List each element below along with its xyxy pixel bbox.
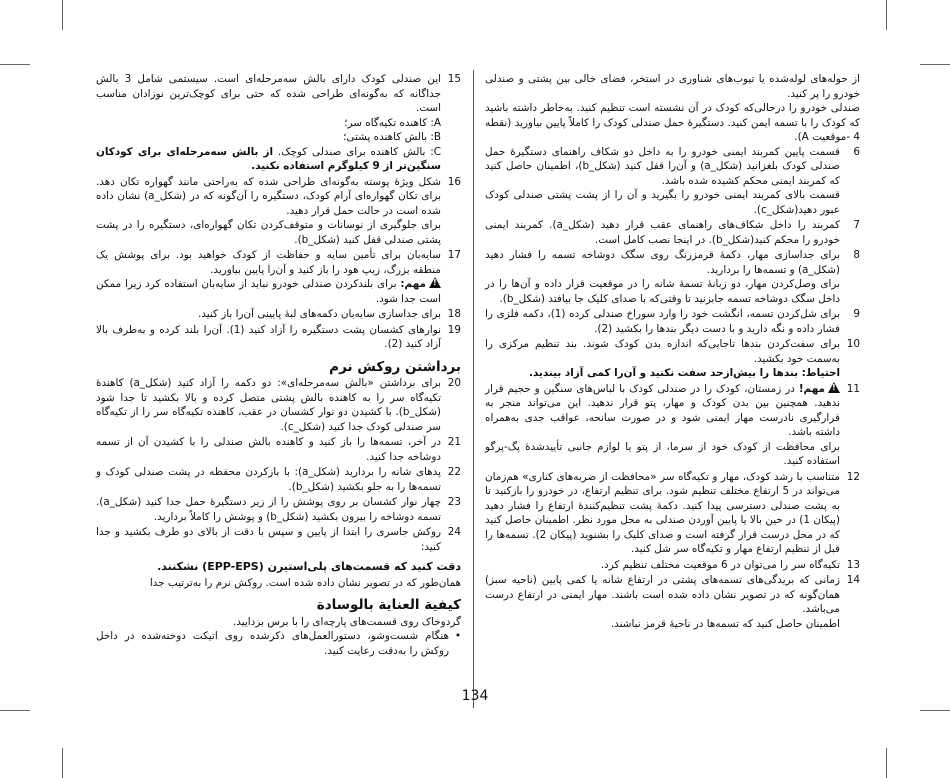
item-number: 24 xyxy=(447,526,461,538)
item-number: 23 xyxy=(447,496,461,508)
pillow-c-text: C: بالش کاهنده برای صندلی کوچک. xyxy=(277,145,441,158)
caution-text: از بالش سه‌مرحله‌ای برای کودکان سنگین‌تر از 9 کیلوگرم استفاده نکنید. xyxy=(96,145,441,172)
instruction-item-11 xyxy=(485,382,860,469)
crop-mark xyxy=(886,748,887,778)
left-column xyxy=(96,72,461,658)
instruction-item-22 xyxy=(96,465,461,494)
instruction-item-10 xyxy=(485,337,860,381)
instruction-item-21 xyxy=(96,435,461,464)
item-number: 18 xyxy=(447,308,461,320)
item-number: 22 xyxy=(447,466,461,478)
paragraph: متناسب با رشد کودک، مهار و تکیه‌گاه سر «محافظت از ضربه‌های کناری» هم‌زمان می‌تواند در 5 ارتفاع مختلف تنظیم شود. برای تنظیم ارتفاع، در خودرو را بازکنید تا به پشت صندلی دسترسی پیدا کنید. دکمهٔ پشت تنظیم‌کنندهٔ ارتفاع را فشار دهید (پیکان 1) در حین بالا یا پایین آوردن صندلی به محل مورد نظر. اطمینان حاصل کنید که در محل درست قرار گرفته است و صدای کلیک را بشنوید (پیکان 2). تسمه‌ها را قبل از تنظیم ارتفاع مهار و تکیه‌گاه سر شل کنید. xyxy=(485,470,841,555)
item-number: 19 xyxy=(447,323,461,336)
item-number: 21 xyxy=(447,436,461,448)
instruction-item-16 xyxy=(96,175,461,248)
instruction-item-17 xyxy=(96,248,461,306)
paragraph xyxy=(96,277,441,306)
paragraph: همان‌طور که در تصویر نشان داده شده است. روکش نرم را به‌ترتیب جدا xyxy=(149,576,461,589)
instruction-item-14 xyxy=(485,573,860,631)
bullet-icon: • xyxy=(454,630,461,642)
instruction-item-24 xyxy=(96,525,461,554)
crop-mark xyxy=(62,0,63,30)
item-number: 14 xyxy=(846,574,860,586)
item-number: 15 xyxy=(447,73,461,85)
item-number: 17 xyxy=(447,249,461,261)
instruction-item-23 xyxy=(96,495,461,524)
instruction-item-9 xyxy=(485,307,860,336)
paragraph: تکیه‌گاه سر را می‌توان در 6 موقعیت مختلف تنظیم کرد. xyxy=(600,558,840,571)
paragraph: صندلی خودرو را درحالی‌که کودک در آن نشسته است تنظیم کنید. به‌خاطر داشته باشید که کودک را با تسمه ایمن کنید. دستگیرهٔ حمل صندلی کودک را کاملاً پایین بیاورید (نقطه 4 -موقعیت A). xyxy=(485,102,860,143)
warning-label: مهم: xyxy=(400,278,426,290)
paragraph xyxy=(485,382,840,440)
paragraph: برای جداسازی سایه‌بان دکمه‌های لبهٔ پایینی آن‌را باز کنید. xyxy=(197,308,441,320)
instruction-item-18 xyxy=(96,307,461,322)
instruction-item-12 xyxy=(485,470,860,557)
paragraph: برای جداسازی مهار، دکمهٔ قرمزرنگ روی سگک دوشاخه تسمه را فشار دهید (شکل_a) و تسمه‌ها را بردارید. xyxy=(485,249,840,276)
paragraph: اطمینان حاصل کنید که تسمه‌ها در ناحیهٔ قرمز نباشند. xyxy=(610,617,840,630)
note-heading: دقت کنید که قسمت‌های پلی‌استیرن (EPP-EPS) نشکنند. xyxy=(157,560,461,573)
paragraph: سایه‌بان برای تأمین سایه و حفاظت از کودک خواهید بود. برای پوشش یک منطقه بزرگ، زیپ هود را باز کنید و آن‌را پایین بیاورید. xyxy=(96,249,441,276)
warning-text: برای بلندکردن صندلی خودرو نباید از سایه‌بان استفاده کرد زیرا ممکن است جدا شود. xyxy=(96,278,441,305)
column-divider xyxy=(473,70,474,708)
paragraph xyxy=(96,145,441,174)
item-number: 8 xyxy=(853,249,860,261)
paragraph: در آخر، تسمه‌ها را باز کنید و کاهنده بالش صندلی را با کشیدن آن از تسمه دوشاخه جدا کنید. xyxy=(96,436,441,463)
item-number: 10 xyxy=(846,338,860,350)
paragraph: برای سفت‌کردن بندها تاجایی‌که اندازه بدن کودک شوند. بند تنظیم مرکزی را به‌سمت خود بکشید. xyxy=(485,338,840,365)
section-heading: كيفية العناية بالوسادة xyxy=(316,597,461,613)
crop-mark xyxy=(62,748,63,778)
paragraph: کمربند را داخل شکاف‌های راهنمای عقب قرار دهید (شکل_a). کمربند ایمنی خودرو را محکم کنید(شکل_b). در اینجا نصب کامل است. xyxy=(485,219,841,246)
item-number: 7 xyxy=(853,219,860,231)
instruction-item-8 xyxy=(485,248,860,306)
intro-block xyxy=(485,72,860,145)
crop-mark xyxy=(0,64,30,65)
crop-mark xyxy=(0,710,30,711)
instruction-item-7 xyxy=(485,218,860,247)
item-number: 6 xyxy=(853,145,860,158)
section-heading: برداشتن روکش نرم xyxy=(329,358,461,375)
item-number: 11 xyxy=(846,382,860,395)
paragraph: چهار نوار کشسان بر روی پوشش را از زیر دستگیرهٔ حمل جدا کنید (شکل_a). تسمه دوشاخه را بیرون بکشید (شکل_b) و پوشش را کاملاً بردارید. xyxy=(96,496,441,523)
warning-icon xyxy=(828,382,840,393)
instruction-item-15 xyxy=(96,72,461,174)
crop-mark xyxy=(920,710,950,711)
paragraph: زمانی که بریدگی‌های تسمه‌های پشتی در ارتفاع شانه یا کمی پایین (ناحیه سبز) همان‌گونه که در تصویر نشان داده شده است باشند. مهار ایمنی در ارتفاع درست می‌باشد. xyxy=(485,574,840,615)
caution-text: احتیاط: بندها را بیش‌ازحد سفت نکنید و آن‌را کمی آزاد بیندید. xyxy=(529,367,840,379)
paragraph: پدهای شانه را بردارید (شکل_a): با بازکردن محفظه در پشت صندلی کودک و تسمه‌ها را به جلو بکشید (شکل_b). xyxy=(96,466,441,493)
paragraph: A: کاهنده تکیه‌گاه سر؛ xyxy=(344,116,441,129)
paragraph: شکل ویژهٔ پوسته به‌گونه‌ای طراحی شده که به‌راحتی مانند گهواره تکان دهد. برای تکان گهواره‌ای آرام کودک، دستگیره را آن‌گونه که در (شکل_a) نشان داده شده است در حالت حمل قرار دهید. xyxy=(96,175,441,217)
paragraph: برای شل‌کردن تسمه، انگشت خود را وارد سوراخ صندلی کرده (1)، دکمه فلزی را فشار داده و نگه دارید و با دست دیگر بندها را بکشید (2). xyxy=(485,308,840,335)
paragraph: برای برداشتن «بالش سه‌مرحله‌ای»: دو دکمه را آزاد کنید (شکل_a) کاهندهٔ تکیه‌گاه سر را به کاهنده بالش پشتی متصل کرده و بالا بکشید تا جدا شود (شکل_b). با کشیدن دو نوار کشسان در عقب، کاهنده تکیه‌گاه سر را از تکیه‌گاه سر صندلی کودک جدا کنید (شکل_c). xyxy=(96,377,441,433)
item-number: 12 xyxy=(846,470,860,483)
paragraph: برای جلوگیری از نوسانات و متوقف‌کردن تکان گهواره‌ای، دستگیره را در پشت پشتی صندلی قفل کنید (شکل_b). xyxy=(96,219,441,246)
paragraph: قسمت بالای کمربند ایمنی خودرو را بگیرید و آن را از پشت پشتی صندلی کودک عبور دهید(شکل_c). xyxy=(485,189,840,216)
paragraph: گردوخاک روی قسمت‌های پارچه‌ای را با برس بزدایید. xyxy=(232,615,461,628)
right-column xyxy=(485,72,860,632)
instruction-item-19 xyxy=(96,323,461,352)
crop-mark xyxy=(886,0,887,30)
warning-label: مهم! xyxy=(798,382,825,395)
paragraph: B: بالش کاهنده پشتی؛ xyxy=(343,131,441,143)
crop-mark xyxy=(920,64,950,65)
paragraph: نوارهای کشسان پشت دستگیره را آزاد کنید (1). آن‌را بلند کرده و به‌طرف بالا آزاد کنید (2). xyxy=(96,323,441,350)
item-number: 13 xyxy=(846,558,860,571)
paragraph: از حوله‌های لوله‌شده یا تیوب‌های شناوری در استخر، فضای خالی بین پشتی و صندلی خودرو را پر کنید. xyxy=(485,73,860,100)
paragraph: هنگام شست‌وشو، دستورالعمل‌های ذکرشده روی اتیکت دوخته‌شده در داخل روکش را به‌دقت رعایت کنید. xyxy=(96,630,449,657)
item-number: 20 xyxy=(447,377,461,389)
item-number: 16 xyxy=(447,175,461,188)
paragraph: برای محافظت از کودک خود از سرما، از پتو یا لوازم جانبی تأییدشدهٔ پگ-پرگو استفاده کنید. xyxy=(485,440,840,467)
paragraph: قسمت پایین کمربند ایمنی خودرو را به داخل دو شکاف راهنمای دستگیرهٔ حمل صندلی کودک بلغزانید (شکل_a) و آن‌را قفل کنید (شکل_b)، اطمینان حاصل کنید که کمربند ایمنی محکم کشیده شده باشد. xyxy=(485,145,840,187)
instruction-item-20 xyxy=(96,376,461,434)
item-number: 9 xyxy=(853,308,860,320)
instruction-item-6 xyxy=(485,145,860,218)
warning-text: در زمستان، کودک را در صندلی کودک با لباس‌های سنگین و حجیم قرار ندهید. همچنین بین بدن کودک و مهار، پتو قرار ندهید. این می‌تواند منجر به قرارگیری نادرست مهار ایمنی شود و در صورت سانحه، عواقب جدی به‌همراه داشته باشد. xyxy=(485,382,840,438)
paragraph: برای وصل‌کردن مهار، دو زبانهٔ تسمهٔ شانه را در موقعیت قرار داده و آن‌ها را در داخل سگک دوشاخه تسمه جابزنید تا وقتی‌که با صدای کلیک جا بیافتد (شکل_b). xyxy=(485,278,840,305)
instruction-item-13 xyxy=(485,558,860,573)
list-item xyxy=(96,629,461,658)
paragraph: روکش جاسری را ابتدا از پایین و سپس با دقت از بالای دو طرف بکشید و جدا کنید: xyxy=(96,526,441,553)
page-number: 134 xyxy=(461,688,489,704)
paragraph: این صندلی کودک دارای بالش سه‌مرحله‌ای است. سیستمی شامل 3 بالش جداگانه که به‌گونه‌ای طراحی شده که حتی برای کوچک‌ترین نوزادان مناسب است. xyxy=(96,73,441,114)
warning-icon xyxy=(429,277,441,288)
